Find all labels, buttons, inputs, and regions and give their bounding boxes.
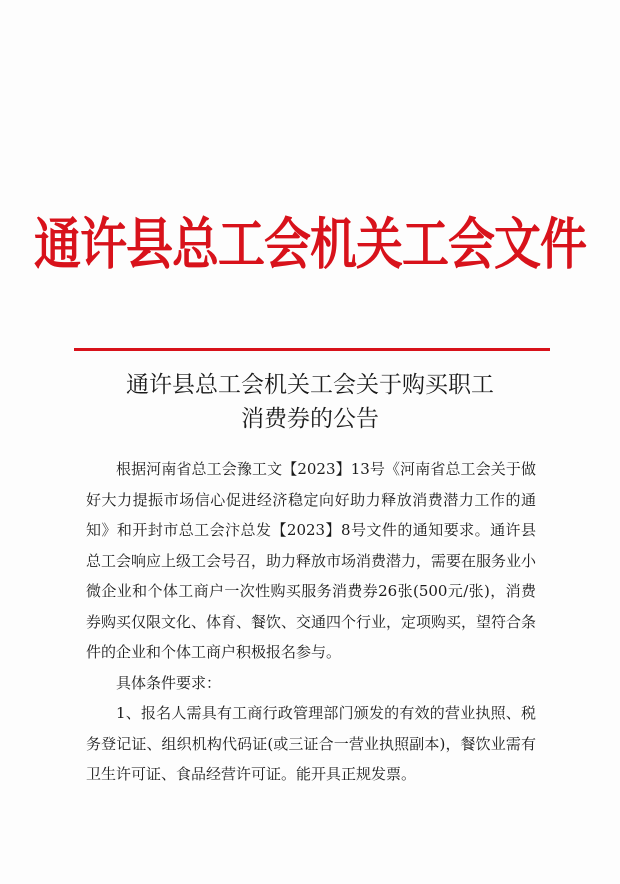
body-paragraph-notice: 根据河南省总工会豫工文【2023】13号《河南省总工会关于做好大力提振市场信心促进经济稳定向好助力释放消费潜力工作的通知》和开封市总工会汴总发【2023】8号文件的通知要求。通许县总工会响应上级工会号召，助力释放市场消费潜力，需要在服务业小微企业和个体工商户一次性购买服务消费券26张(500元/张)，消费券购买仅限文化、体育、餐饮、交通四个行业，定项购买，望符合条件的企业和个体工商户积极报名参与。 <box>86 460 537 661</box>
document-title <box>0 368 620 436</box>
red-divider-line <box>74 348 550 351</box>
body-paragraph-requirements-heading: 具体条件要求： <box>116 673 222 692</box>
masthead-title: 通许县总工会机关工会文件 <box>34 212 586 278</box>
document-title-line-1: 通许县总工会机关工会关于购买职工 <box>126 372 494 398</box>
body-paragraph-requirement-1: 1、报名人需具有工商行政管理部门颁发的有效的营业执照、税务登记证、组织机构代码证(或三证合一营业执照副本)，餐饮业需有卫生许可证、食品经营许可证。能开具正规发票。 <box>86 704 536 783</box>
document-title-line-2: 消费券的公告 <box>241 406 379 432</box>
document-body <box>86 454 536 790</box>
